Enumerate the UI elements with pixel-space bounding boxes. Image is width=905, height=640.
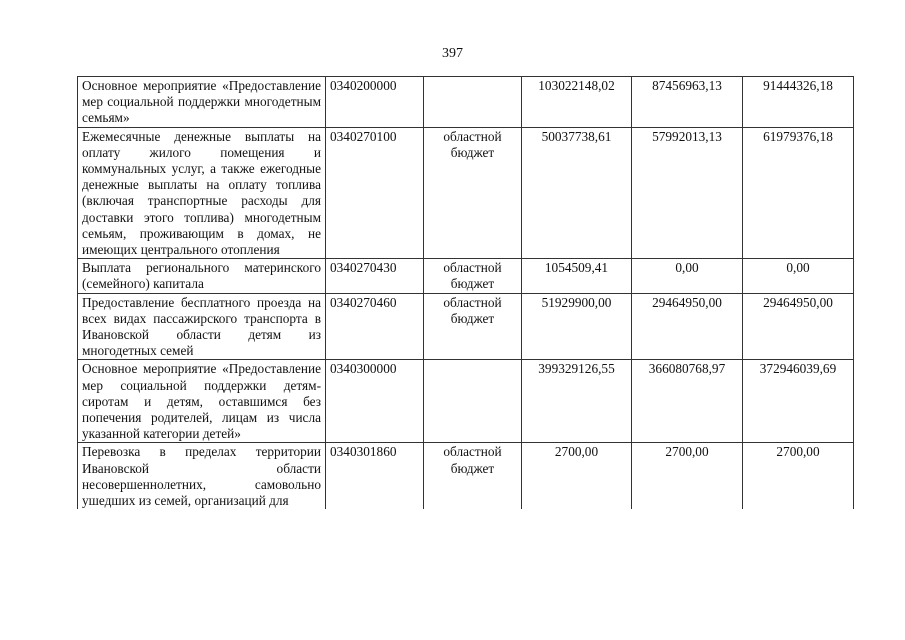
budget-code: 0340270100 — [326, 127, 424, 259]
table-row — [78, 77, 854, 128]
amount-year-3: 2700,00 — [743, 443, 854, 509]
funding-source — [424, 360, 522, 443]
amount-year-2: 366080768,97 — [632, 360, 743, 443]
budget-code: 0340270430 — [326, 259, 424, 293]
measure-name: Ежемесячные денежные выплаты на оплату жилого помещения и коммунальных услуг, а также ежегодные денежные выплаты на оплату топлива (включая транспортные расходы для доставки этого топлива) многодетным семьям, проживающим в домах, не имеющих центрального отопления — [78, 127, 326, 259]
amount-year-2: 0,00 — [632, 259, 743, 293]
amount-year-2: 29464950,00 — [632, 293, 743, 360]
table-row — [78, 127, 854, 259]
budget-code: 0340200000 — [326, 77, 424, 128]
amount-year-1: 51929900,00 — [522, 293, 632, 360]
measure-name: Основное мероприятие «Предоставление мер социальной поддержки детям-сиротам и детям, оставшимся без попечения родителей, лицам из числа указанной категории детей» — [78, 360, 326, 443]
measure-name: Предоставление бесплатного проезда на всех видах пассажирского транспорта в Ивановской области детям из многодетных семей — [78, 293, 326, 360]
amount-year-3: 91444326,18 — [743, 77, 854, 128]
measure-name: Перевозка в пределах территории Ивановской области несовершеннолетних, самовольно ушедших из семей, организаций для — [78, 443, 326, 509]
amount-year-3: 0,00 — [743, 259, 854, 293]
page-number: 397 — [442, 46, 463, 61]
funding-source: областной бюджет — [424, 259, 522, 293]
funding-source — [424, 77, 522, 128]
table-row — [78, 293, 854, 360]
amount-year-2: 87456963,13 — [632, 77, 743, 128]
table-row — [78, 259, 854, 293]
table-row — [78, 443, 854, 509]
funding-source: областной бюджет — [424, 443, 522, 509]
amount-year-1: 50037738,61 — [522, 127, 632, 259]
amount-year-1: 399329126,55 — [522, 360, 632, 443]
table-row — [78, 360, 854, 443]
budget-table — [77, 76, 854, 509]
amount-year-3: 61979376,18 — [743, 127, 854, 259]
budget-code: 0340301860 — [326, 443, 424, 509]
measure-name: Выплата регионального материнского (семейного) капитала — [78, 259, 326, 293]
budget-code: 0340300000 — [326, 360, 424, 443]
funding-source: областной бюджет — [424, 293, 522, 360]
amount-year-1: 103022148,02 — [522, 77, 632, 128]
amount-year-1: 1054509,41 — [522, 259, 632, 293]
amount-year-3: 372946039,69 — [743, 360, 854, 443]
measure-name: Основное мероприятие «Предоставление мер социальной поддержки многодетным семьям» — [78, 77, 326, 128]
budget-code: 0340270460 — [326, 293, 424, 360]
funding-source: областной бюджет — [424, 127, 522, 259]
amount-year-2: 57992013,13 — [632, 127, 743, 259]
amount-year-2: 2700,00 — [632, 443, 743, 509]
amount-year-3: 29464950,00 — [743, 293, 854, 360]
amount-year-1: 2700,00 — [522, 443, 632, 509]
